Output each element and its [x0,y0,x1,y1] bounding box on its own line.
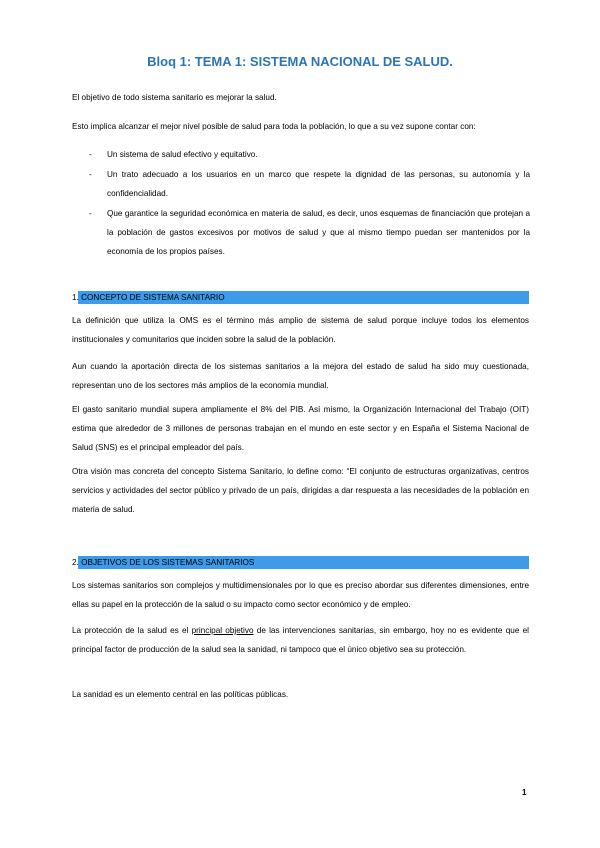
section-1-heading [72,291,529,304]
document-title: Bloq 1: TEMA 1: SISTEMA NACIONAL DE SALUD. [147,54,453,69]
list-dash: - [89,170,92,179]
list-item-text: Un trato adecuado a los usuarios en un marco que respete la dignidad de las personas, su autonomía y la confidencialidad. [107,170,530,198]
section-1-paragraph-1: La definición que utiliza la OMS es el término más amplio de sistema de salud porque incluye todos los elementos institucionales y comunitarios que inciden sobre la salud de la población. [72,316,529,344]
section-2-number: 2. [72,558,79,567]
list-item-text: Un sistema de salud efectivo y equitativo. [107,150,258,159]
list-item [72,145,530,164]
underlined-term: principal objetivo [191,626,254,635]
list-item-text: Que garantice la seguridad económica en materia de salud, es decir, unos esquemas de financiación que protejan a la población de gastos excesivos por motivos de salud y que al mismo tiempo puedan ser mantenidos por la economía de los propios países. [107,209,530,256]
paragraph-text: de las intervenciones sanitarias, sin embargo, hoy no es evidente que el principal factor de producción de la salud sea la sanidad, ni tampoco que el único objetivo sea su protección. [72,626,529,654]
section-1-paragraph-3: El gasto sanitario mundial supera ampliamente el 8% del PIB. Así mismo, la Organización Internacional del Trabajo (OIT) estima que alrededor de 3 millones de personas trabajan en el mundo en este sector y en España el Sistema Nacional de Salud (SNS) es el principal empleador del país. [72,405,529,452]
section-2-paragraph-2 [72,621,529,659]
paragraph-text: La protección de la salud es el [72,626,192,635]
intro-paragraph-2: Esto implica alcanzar el mejor nivel posible de salud para toda la población, lo que a su vez supone contar con: [72,122,476,131]
section-2-heading [72,556,529,569]
list-item [72,204,530,261]
section-1-paragraph-4: Otra visión mas concreta del concepto Sistema Sanitario, lo define como: “El conjunto de estructuras organizativas, centros servicios y actividades del sector público y privado de un país, dirigidas a dar respuesta a las necesidades de la población en materia de salud. [72,467,529,514]
intro-paragraph-1: El objetivo de todo sistema sanitario es mejorar la salud. [72,93,277,102]
list-dash: - [89,209,92,218]
section-2-paragraph-1: Los sistemas sanitarios son complejos y multidimensionales por lo que es preciso abordar sus diferentes dimensiones, entre ellas su papel en la protección de la salud o su impacto como sector económico y de empleo. [72,581,529,609]
requirements-list [72,145,530,262]
list-item [72,165,530,203]
section-2-paragraph-3: La sanidad es un elemento central en las políticas públicas. [72,690,289,699]
page-number: 1 [522,788,527,797]
section-1-paragraph-2: Aun cuando la aportación directa de los sistemas sanitarios a la mejora del estado de salud ha sido muy cuestionada, representan uno de los sectores más amplios de la economía mundial. [72,362,529,390]
section-1-title: CONCEPTO DE SISTEMA SANITARIO [81,293,225,302]
section-2-title: OBJETIVOS DE LOS SISTEMAS SANITARIOS [81,558,255,567]
list-dash: - [89,150,92,159]
section-1-number: 1. [72,293,79,302]
